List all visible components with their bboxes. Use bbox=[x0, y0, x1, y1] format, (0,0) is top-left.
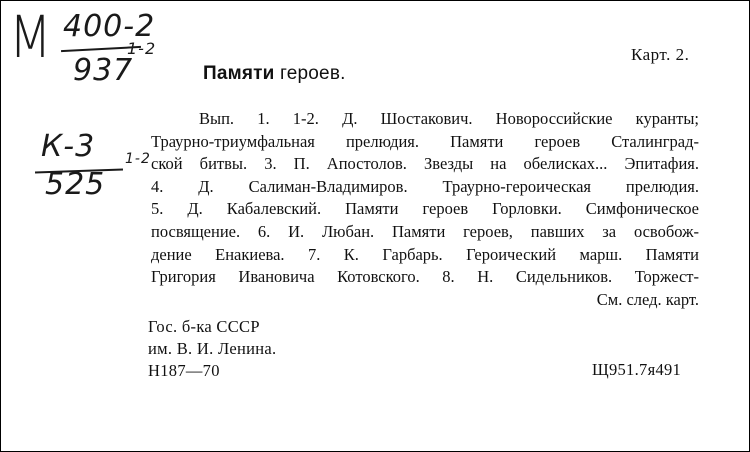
library-code: Н187—70 bbox=[148, 361, 220, 380]
library-dedication: им. В. И. Ленина. bbox=[148, 339, 277, 358]
handwritten-bottom-numerator: К-3 bbox=[41, 129, 96, 164]
library-info bbox=[148, 316, 276, 382]
body-line: Траурно-триумфальная прелюдия. Памяти героев Сталинград- bbox=[151, 131, 699, 151]
card-number-label: Карт. 2. bbox=[631, 45, 690, 64]
card-title-bold: Памяти bbox=[203, 63, 275, 84]
handwritten-bottom-note: 1-2 bbox=[125, 151, 151, 167]
handwritten-top-denominator: 937 bbox=[73, 53, 134, 88]
body-line: ской битвы. 3. П. Апостолов. Звезды на обелисках... Эпитафия. bbox=[151, 154, 699, 174]
body-line: 4. Д. Салиман-Владимиров. Траурно-героическая прелюдия. bbox=[151, 176, 699, 196]
handwritten-letter: M bbox=[9, 3, 53, 71]
classification-code: Щ951.7я491 bbox=[592, 360, 682, 379]
card-title-rest: героев. bbox=[274, 63, 346, 84]
library-name: Гос. б-ка СССР bbox=[148, 317, 260, 336]
card-body bbox=[151, 108, 699, 311]
see-next-card: См. след. карт. bbox=[596, 289, 699, 309]
body-line: посвящение. 6. И. Любан. Памяти героев, павших за освобож- bbox=[151, 221, 699, 241]
body-line: 5. Д. Кабалевский. Памяти героев Горловки. Симфоническое bbox=[151, 199, 699, 219]
card-title bbox=[203, 63, 346, 85]
body-line: Вып. 1. 1-2. Д. Шостакович. Новороссийские куранты; bbox=[199, 109, 699, 128]
body-line: дение Енакиева. 7. К. Гарбарь. Героический марш. Памяти bbox=[151, 244, 699, 264]
handwritten-top-numerator: 400-2 bbox=[63, 9, 156, 44]
body-line: Григория Ивановича Котовского. 8. Н. Сидельников. Торжест- bbox=[151, 267, 699, 287]
handwritten-bottom-denominator: 525 bbox=[45, 167, 106, 202]
handwritten-top-note: 1-2 bbox=[127, 39, 157, 58]
